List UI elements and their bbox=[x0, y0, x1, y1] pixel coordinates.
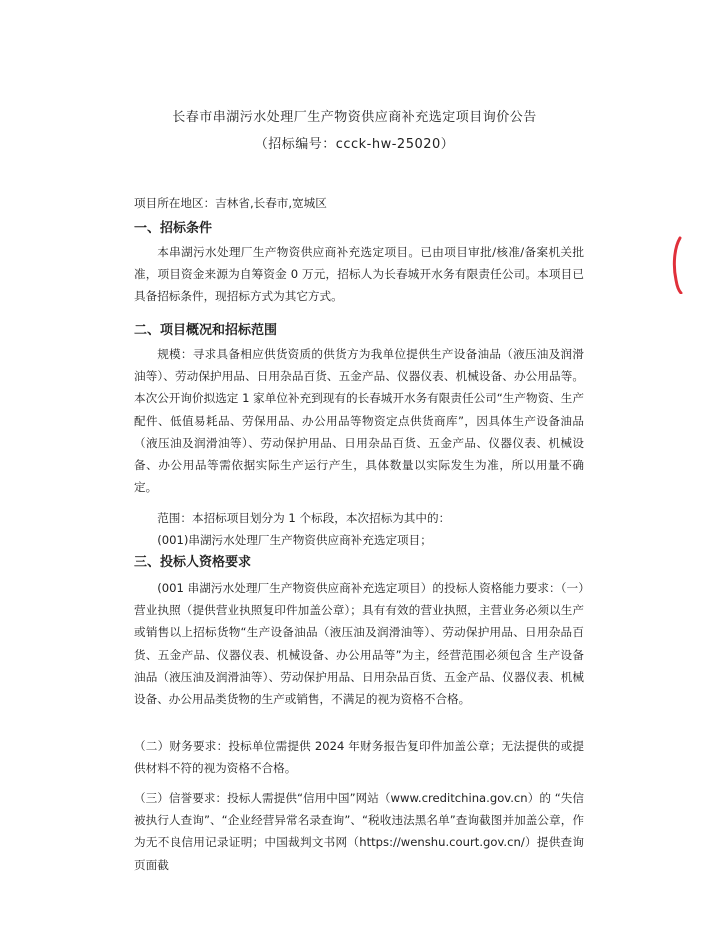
section-heading-2: 二、项目概况和招标范围 bbox=[134, 323, 278, 338]
red-stamp-mark bbox=[672, 236, 684, 294]
section-heading-3: 三、投标人资格要求 bbox=[134, 555, 252, 570]
document-subtitle: （招标编号：ccck-hw-25020） bbox=[254, 137, 455, 152]
section-2-paragraph-scale: 规模：寻求具备相应供货资质的供货方为我单位提供生产设备油品（液压油及润滑油等）、劳动保护用品、日用杂品百货、五金产品、仪器仪表、机械设备、办公用品等。本次公开询价拟选定 1 家单位补充到现有的长春城开水务有限责任公司“生产物资、生产配件、低值易耗品、劳保用品、办公用品等物资定点供货商库”，因具体生产设备油品（液压油及润滑油等）、劳动保护用品、日用杂品百货、五金产品、仪器仪表、机械设备、办公用品等需依据实际生产运行产生，具体数量以实际发生为准，所以用量不确定。 bbox=[134, 347, 584, 495]
project-location: 项目所在地区：吉林省,长春市,宽城区 bbox=[134, 196, 327, 210]
section-heading-1: 一、招标条件 bbox=[134, 221, 213, 236]
section-3-paragraph-license: (001 串湖污水处理厂生产物资供应商补充选定项目）的投标人资格能力要求：（一）营业执照（提供营业执照复印件加盖公章）；具有有效的营业执照，主营业务必须以生产或销售以上招标货物“生产设备油品（液压油及润滑油等）、劳动保护用品、日用杂品百货、五金产品、仪器仪表、机械设备、办公用品等”为主，经营范围必须包含 生产设备油品（液压油及润滑油等）、劳动保护用品、日用杂品百货、五金产品、仪器仪表、机械设备、办公用品类货物的生产或销售，不满足的视为资格不合格。 bbox=[134, 581, 584, 707]
section-3-paragraph-credit: （三）信誉要求：投标人需提供“信用中国”网站（www.creditchina.gov.cn）的 “失信被执行人查询”、“企业经营异常名录查询”、“税收违法黑名单”查询截图并加盖公章，作为无不良信用记录证明；中国裁判文书网（https://wenshu.court.gov.cn/）提供查询页面截 bbox=[134, 791, 584, 872]
document-title: 长春市串湖污水处理厂生产物资供应商补充选定项目询价公告 bbox=[172, 110, 537, 125]
section-2-paragraph-scope: 范围：本招标项目划分为 1 个标段，本次招标为其中的： bbox=[157, 511, 451, 525]
section-1-paragraph: 本串湖污水处理厂生产物资供应商补充选定项目。已由项目审批/核准/备案机关批准，项目资金来源为自筹资金 0 万元，招标人为长春城开水务有限责任公司。本项目已具备招标条件，现招标方式为其它方式。 bbox=[134, 245, 584, 304]
section-2-lot-item: (001)串湖污水处理厂生产物资供应商补充选定项目； bbox=[157, 533, 432, 547]
section-3-paragraph-finance: （二）财务要求：投标单位需提供 2024 年财务报告复印件加盖公章；无法提供的或提供材料不符的视为资格不合格。 bbox=[134, 739, 584, 776]
